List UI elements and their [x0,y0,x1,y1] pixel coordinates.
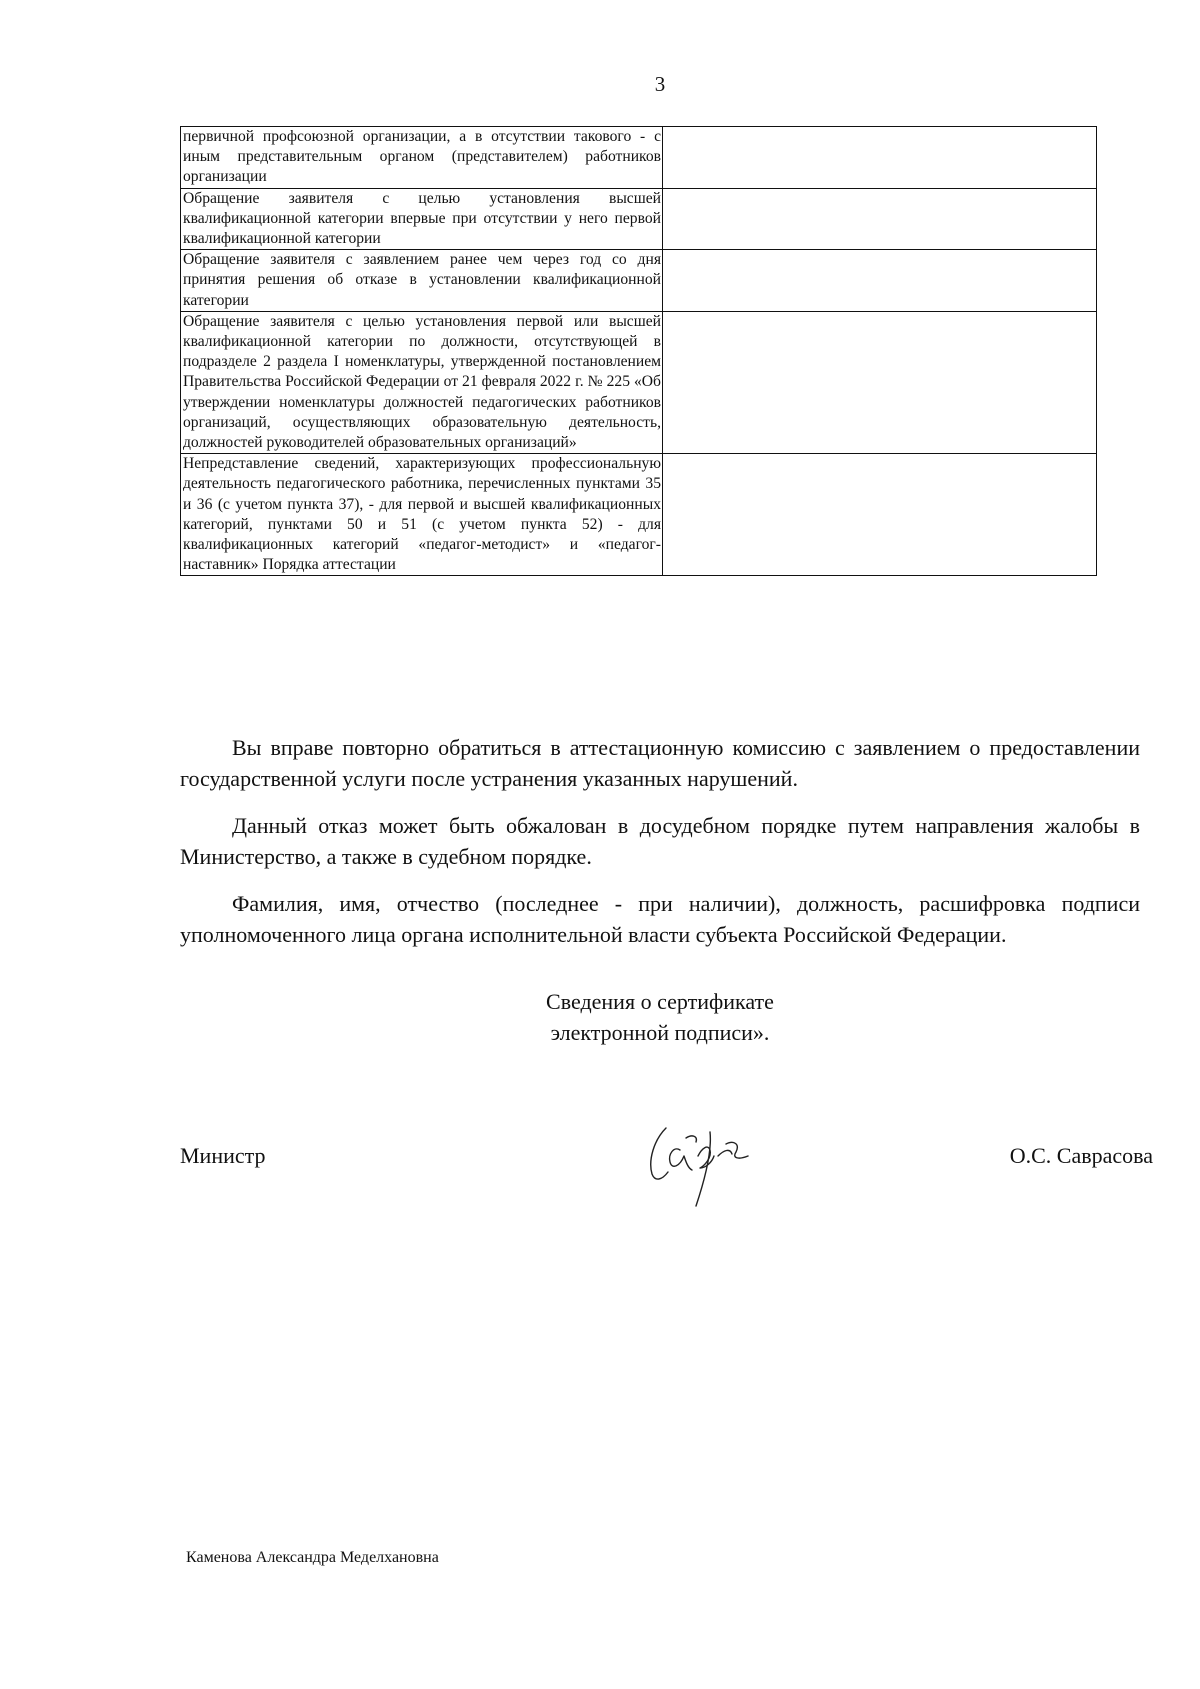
signatory-position: Министр [180,1143,266,1168]
executor-name: Каменова Александра Меделхановна [186,1549,439,1566]
comment-cell [663,454,1097,576]
comment-cell [663,127,1097,189]
certificate-line-1: Сведения о сертификате [546,989,774,1014]
table-row [181,311,1097,453]
reason-cell: Непредставление сведений, характеризующих профессиональную деятельность педагогического работника, перечисленных пунктами 35 и 36 (с учетом пункта 37), - для первой и высшей квалификационных категорий, пунктами 50 и 51 (с учетом пункта 52) - для квалификационных категорий «педагог-методист» и «педагог-наставник» Порядка аттестации [181,454,663,576]
reason-cell: первичной профсоюзной организации, а в отсутствии такового - с иным представительным органом (представителем) работников организации [181,127,663,189]
table-row [181,454,1097,576]
table-row [181,188,1097,250]
reason-cell: Обращение заявителя с целью установления первой или высшей квалификационной категории по должности, отсутствующей в подразделе 2 раздела I номенклатуры, утвержденной постановлением Правительства Российской Федерации от 21 февраля 2022 г. № 225 «Об утверждении номенклатуры должностей педагогических работников организаций, осуществляющих образовательную деятельность, должностей руководителей образовательных организаций» [181,311,663,453]
comment-cell [663,188,1097,250]
certificate-info [500,986,820,1048]
comment-cell [663,250,1097,312]
reason-cell: Обращение заявителя с целью установления высшей квалификационной категории впервые при отсутствии у него первой квалификационной категории [181,188,663,250]
page-number: 3 [654,72,666,96]
official-details-paragraph: Фамилия, имя, отчество (последнее - при наличии), должность, расшифровка подписи уполномоченного лица органа исполнительной власти субъекта Российской Федерации. [180,891,1140,947]
resubmission-paragraph: Вы вправе повторно обратиться в аттестационную комиссию с заявлением о предоставлении государственной услуги после устранения указанных нарушений. [180,735,1140,791]
signatory-name: О.С. Саврасова [1009,1143,1153,1168]
table-row [181,127,1097,189]
appeal-paragraph: Данный отказ может быть обжалован в досудебном порядке путем направления жалобы в Министерство, а также в судебном порядке. [180,813,1140,869]
reason-cell: Обращение заявителя с заявлением ранее чем через год со дня принятия решения об отказе в установлении квалификационной категории [181,250,663,312]
table-row [181,250,1097,312]
comment-cell [663,311,1097,453]
handwritten-signature [640,1110,790,1210]
certificate-line-2: электронной подписи». [550,1020,770,1045]
refusal-reasons-table [180,126,1097,576]
